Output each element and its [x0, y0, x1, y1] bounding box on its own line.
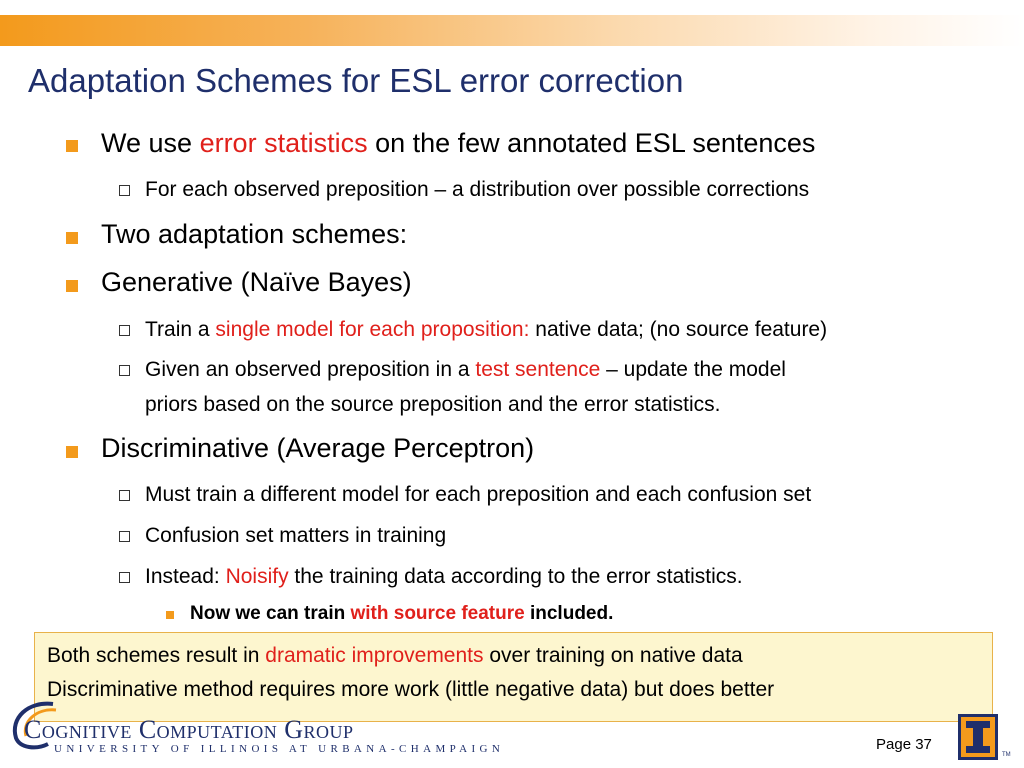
sub-bullet-box-icon: [119, 185, 130, 196]
bullet-square-icon: [66, 446, 78, 458]
sub-bullet-box-icon: [119, 365, 130, 376]
sub-sub-bullet-source-feature: [190, 603, 613, 625]
group-logo-text: [24, 715, 354, 745]
bullet-text: Now we can train: [190, 603, 351, 624]
highlight-text: Noisify: [225, 565, 289, 588]
logo-main-text: Cognitive Computation Group: [24, 715, 354, 744]
highlight-text: dramatic improvements: [265, 644, 484, 667]
bullet-square-icon: [66, 232, 78, 244]
callout-text: Both schemes result in: [47, 644, 266, 667]
bullet-text: the training data according to the error statistics.: [288, 565, 743, 588]
callout-text: over training on native data: [483, 644, 743, 667]
sub-bullet-box-icon: [119, 325, 130, 336]
bullet-discriminative: Discriminative (Average Perceptron): [101, 433, 535, 463]
highlight-text: single model for each proposition:: [215, 318, 530, 341]
highlight-text: error statistics: [199, 128, 368, 158]
bullet-text: included.: [524, 603, 614, 624]
bullet-square-icon: [66, 140, 78, 152]
illinois-block-i-icon: [958, 714, 998, 760]
sub-bullet-must-train: Must train a different model for each preposition and each confusion set: [145, 483, 812, 506]
bullet-error-statistics: [101, 128, 815, 159]
sub-bullet-box-icon: [119, 572, 130, 583]
bullet-two-schemes: Two adaptation schemes:: [101, 219, 408, 249]
bullet-text: native data; (no source feature): [529, 318, 828, 341]
university-logo-text: UNIVERSITY OF ILLINOIS AT URBANA-CHAMPAIGN: [54, 743, 505, 755]
highlight-text: with source feature: [350, 603, 525, 624]
bullet-text: We use: [101, 128, 200, 158]
trademark-text: TM: [1002, 752, 1011, 758]
summary-callout-box: [34, 632, 993, 722]
bullet-text: Train a: [145, 318, 216, 341]
callout-line-1: [47, 639, 992, 673]
sub-bullet-distribution: For each observed preposition – a distribution over possible corrections: [145, 178, 810, 201]
sub-bullet-confusion-set: Confusion set matters in training: [145, 524, 447, 547]
sub-bullet-box-icon: [119, 490, 130, 501]
bullet-text: on the few annotated ESL sentences: [367, 128, 816, 158]
sub-bullet-given-observed: [145, 353, 786, 387]
bullet-square-icon: [66, 280, 78, 292]
callout-line-2: Discriminative method requires more work (little negative data) but does better: [47, 678, 775, 701]
sub-bullet-given-observed-line2: priors based on the source preposition and the error statistics.: [145, 393, 721, 416]
sub-bullet-noisify: [145, 560, 743, 594]
bullet-small-square-icon: [166, 611, 174, 619]
bullet-text: Given an observed preposition in a: [145, 358, 476, 381]
slide-title: Adaptation Schemes for ESL error correction: [28, 62, 684, 99]
highlight-text: test sentence: [475, 358, 601, 381]
sub-bullet-box-icon: [119, 531, 130, 542]
bullet-text: – update the model: [600, 358, 786, 381]
bullet-text: Instead:: [145, 565, 226, 588]
bullet-generative: Generative (Naïve Bayes): [101, 267, 412, 297]
page-number: Page 37: [876, 736, 932, 753]
sub-bullet-train-single-model: [145, 313, 827, 347]
